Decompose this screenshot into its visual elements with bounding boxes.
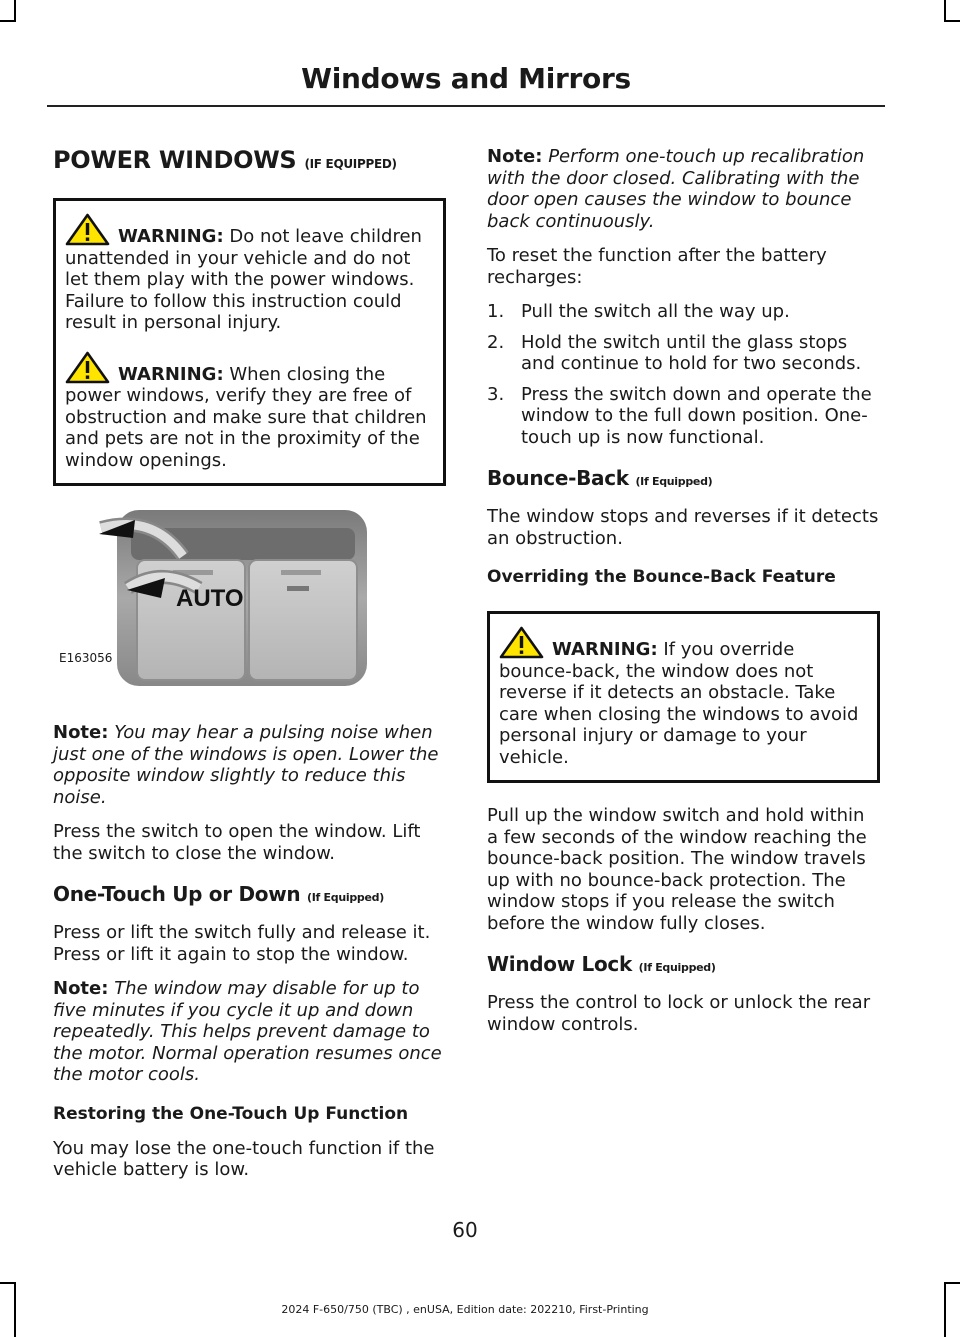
paragraph: Press the control to lock or unlock the rear window controls. xyxy=(487,992,871,1035)
warning-label: WARNING: xyxy=(552,639,658,660)
step-text: Hold the switch until the glass stops and continue to hold for two seconds. xyxy=(521,331,862,374)
bounce-back-heading-text: Bounce-Back xyxy=(487,466,629,490)
window-lock-heading xyxy=(487,952,880,976)
right-column xyxy=(487,146,880,1048)
paragraph: The window stops and reverses if it detects an obstruction. xyxy=(487,506,879,549)
footer-edition-text: 2024 F-650/750 (TBC) , enUSA, Edition date: 202210, First-Printing xyxy=(281,1303,649,1316)
step-number: 3. xyxy=(487,383,505,405)
note-3 xyxy=(487,146,880,232)
heading-suffix: (If Equipped) xyxy=(638,961,716,974)
one-touch-heading xyxy=(53,882,446,906)
list-item xyxy=(487,384,880,449)
section-title-text: POWER WINDOWS xyxy=(53,146,297,174)
note-label: Note: xyxy=(53,722,109,743)
note-1 xyxy=(53,722,446,808)
crop-mark xyxy=(14,0,16,22)
page-header-title: Windows and Mirrors xyxy=(301,62,631,95)
warning-label: WARNING: xyxy=(118,363,224,385)
page-number: 60 xyxy=(452,1218,478,1242)
crop-mark xyxy=(0,1282,16,1284)
section-title-suffix: (IF EQUIPPED) xyxy=(304,157,397,171)
power-window-switch-figure xyxy=(53,508,446,698)
warning-text: Do not leave children unattended in your vehicle and do not let them play with the power windows. Failure to follow this instruction could result in personal injury. xyxy=(65,226,422,333)
one-touch-heading-text: One-Touch Up or Down xyxy=(53,882,301,906)
warning-2 xyxy=(65,351,433,472)
paragraph: Press the switch to open the window. Lift the switch to close the window. xyxy=(53,821,421,864)
list-item xyxy=(487,332,880,375)
step-number: 2. xyxy=(487,331,505,353)
step-text: Pull the switch all the way up. xyxy=(521,301,790,322)
warning-label: WARNING: xyxy=(118,226,224,247)
crop-mark xyxy=(944,1282,960,1284)
heading-suffix: (If Equipped) xyxy=(635,475,713,488)
left-column xyxy=(53,146,446,1194)
warning-triangle-icon xyxy=(65,351,110,384)
window-lock-heading-text: Window Lock xyxy=(487,952,632,976)
paragraph: Press or lift the switch fully and release it. Press or lift it again to stop the window. xyxy=(53,922,431,965)
window-switch-illustration xyxy=(53,508,446,698)
paragraph: To reset the function after the battery recharges: xyxy=(487,245,827,288)
header-rule xyxy=(47,105,885,107)
warning-box xyxy=(487,611,880,783)
list-item xyxy=(487,301,880,323)
warning-3 xyxy=(499,626,867,768)
heading-suffix: (If Equipped) xyxy=(307,891,384,904)
crop-mark xyxy=(0,20,16,22)
note-label: Note: xyxy=(53,978,109,999)
paragraph: You may lose the one-touch function if the vehicle battery is low. xyxy=(53,1137,435,1180)
warning-1 xyxy=(65,213,433,334)
bounce-back-heading xyxy=(487,466,880,490)
auto-label: AUTO xyxy=(176,585,244,612)
note-label: Note: xyxy=(487,146,543,167)
warning-box xyxy=(53,198,446,486)
override-heading: Overriding the Bounce-Back Feature xyxy=(487,567,836,587)
warning-text: When closing the power windows, verify they are free of obstruction and make sure that children and pets are not in the proximity of the window openings. xyxy=(65,363,427,471)
note-text: Perform one-touch up recalibration with the door closed. Calibrating with the door open causes the window to bounce back continuously. xyxy=(487,146,865,232)
crop-mark xyxy=(944,1282,946,1337)
reset-steps-list xyxy=(487,301,880,448)
warning-triangle-icon xyxy=(65,213,110,246)
figure-code: E163056 xyxy=(59,651,113,665)
warning-triangle-icon xyxy=(499,626,544,659)
step-text: Press the switch down and operate the window to the full down position. One-touch up is now functional. xyxy=(521,383,872,448)
crop-mark xyxy=(944,0,946,22)
note-text: The window may disable for up to five minutes if you cycle it up and down repeatedly. This helps prevent damage to the motor. Normal operation resumes once the motor cools. xyxy=(53,978,442,1085)
warning-text: If you override bounce-back, the window does not reverse if it detects an obstacle. Take care when closing the windows to avoid personal injury or damage to your vehicle. xyxy=(499,639,859,768)
section-title xyxy=(53,146,446,174)
step-number: 1. xyxy=(487,301,505,322)
note-2 xyxy=(53,978,446,1086)
note-text: You may hear a pulsing noise when just one of the windows is open. Lower the opposite window slightly to reduce this noise. xyxy=(53,722,439,808)
paragraph: Pull up the window switch and hold within a few seconds of the window reaching the bounce-back position. The window travels up with no bounce-back protection. The window stops if you release the switch before the window fully closes. xyxy=(487,805,867,934)
crop-mark xyxy=(944,20,960,22)
restore-heading: Restoring the One-Touch Up Function xyxy=(53,1103,409,1124)
